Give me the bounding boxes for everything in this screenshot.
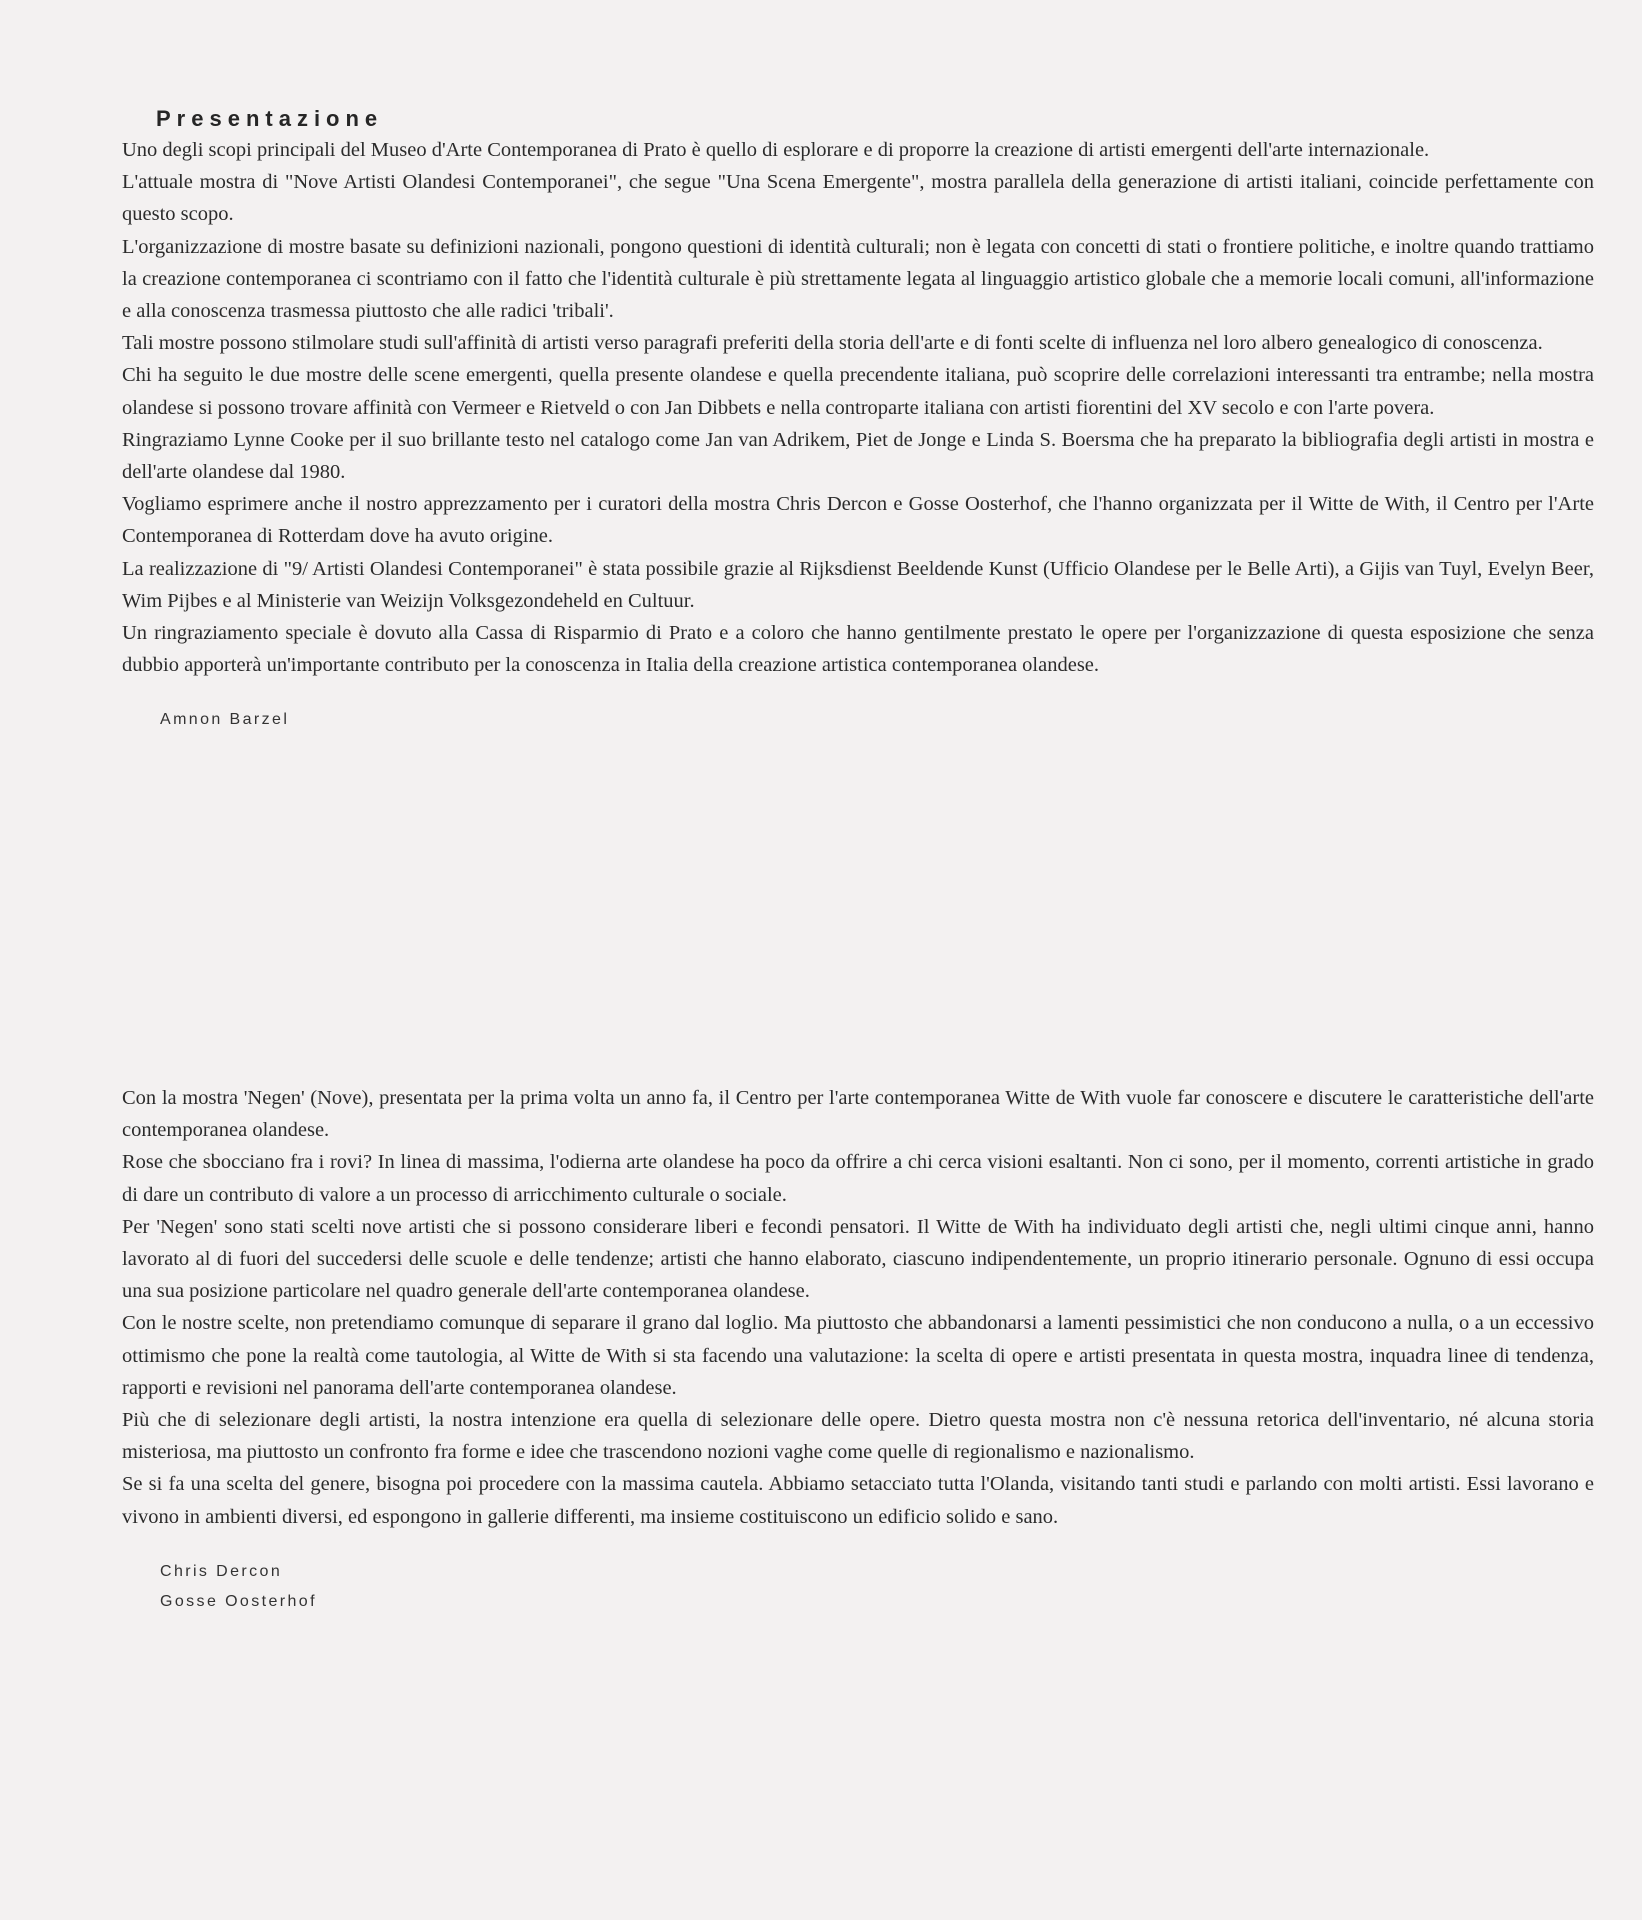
paragraph: L'attuale mostra di "Nove Artisti Olandesi Contemporanei", che segue "Una Scena Emergente", mostra parallela della generazione di artisti italiani, coincide perfettamente con questo scopo. [122,171,1594,226]
paragraph: Con le nostre scelte, non pretendiamo comunque di separare il grano dal loglio. Ma piuttosto che abbandonarsi a lamenti pessimistici che non conducono a nulla, o a un eccessivo ottimismo che pone la realtà come tautologia, al Witte de With si sta facendo una valutazione: la scelta di opere e artisti presentata in questa mostra, inquadra linee di tendenza, rapporti e revisioni nel panorama dell'arte contemporanea olandese. [122,1312,1594,1399]
paragraph: Uno degli scopi principali del Museo d'Arte Contemporanea di Prato è quello di esplorare e di proporre la creazione di artisti emergenti dell'arte internazionale. [122,139,1430,161]
paragraph: Chi ha seguito le due mostre delle scene emergenti, quella presente olandese e quella precendente italiana, può scoprire delle correlazioni interessanti tra entrambe; nella mostra olandese si possono trovare affinità con Vermeer e Rietveld o con Jan Dibbets e nella controparte italiana con artisti fiorentini del XV secolo e con l'arte povera. [122,364,1594,419]
author-signature: Amnon Barzel [160,711,290,729]
paragraph: L'organizzazione di mostre basate su definizioni nazionali, pongono questioni di identità culturali; non è legata con concetti di stati o frontiere politiche, e inoltre quando trattiamo la creazione contemporanea ci scontriamo con il fatto che l'identità culturale è più strettamente legata al linguaggio artistico globale che a memorie locali comuni, all'informazione e alla conoscenza trasmessa piuttosto che alle radici 'tribali'. [122,235,1594,323]
paragraph: Vogliamo esprimere anche il nostro apprezzamento per i curatori della mostra Chris Dercon e Gosse Oosterhof, che l'hanno organizzata per il Witte de With, il Centro per l'Arte Contemporanea di Rotterdam dove ha avuto origine. [122,493,1594,548]
paragraph: Con la mostra 'Negen' (Nove), presentata per la prima volta un anno fa, il Centro per l'arte contemporanea Witte de With vuole far conoscere e discutere le caratteristiche dell'arte contemporanea olandese. [122,1087,1594,1142]
curators-section [122,1082,1594,1617]
paragraph: La realizzazione di "9/ Artisti Olandesi Contemporanei" è stata possibile grazie al Rijksdienst Beeldende Kunst (Ufficio Olandese per le Belle Arti), a Gijis van Tuyl, Evelyn Beer, Wim Pijbes e al Ministerie van Weizijn Volksgezondeheld en Cultuur. [122,557,1594,612]
paragraph: Più che di selezionare degli artisti, la nostra intenzione era quella di selezionare delle opere. Dietro questa mostra non c'è nessuna retorica dell'inventario, né alcuna storia misteriosa, ma piuttosto un confronto fra forme e idee che trascendono nozioni vaghe come quelle di regionalismo e nazionalismo. [122,1409,1594,1464]
paragraph: Se si fa una scelta del genere, bisogna poi procedere con la massima cautela. Abbiamo setacciato tutta l'Olanda, visitando tanti studi e parlando con molti artisti. Essi lavorano e vivono in ambienti diversi, ed espongono in gallerie differenti, ma insieme costituiscono un edificio solido e sano. [122,1473,1594,1528]
section-heading: Presentazione [156,106,384,131]
author-signature: Chris Dercon [160,1562,283,1580]
presentation-section [122,104,1594,735]
author-signature: Gosse Oosterhof [160,1592,317,1610]
paragraph: Per 'Negen' sono stati scelti nove artisti che si possono considerare liberi e fecondi pensatori. Il Witte de With ha individuato degli artisti che, negli ultimi cinque anni, hanno lavorato al di fuori del succedersi delle scuole e delle tendenze; artisti che hanno elaborato, ciascuno indipendentemente, un proprio itinerario personale. Ognuno di essi occupa una sua posizione particolare nel quadro generale dell'arte contemporanea olandese. [122,1215,1594,1303]
paragraph: Ringraziamo Lynne Cooke per il suo brillante testo nel catalogo come Jan van Adrikem, Piet de Jonge e Linda S. Boersma che ha preparato la bibliografia degli artisti in mostra e dell'arte olandese dal 1980. [122,428,1594,484]
paragraph: Tali mostre possono stilmolare studi sull'affinità di artisti verso paragrafi preferiti della storia dell'arte e di fonti scelte di influenza nel loro albero genealogico di conoscenza. [122,332,1543,355]
paragraph: Un ringraziamento speciale è dovuto alla Cassa di Risparmio di Prato e a coloro che hanno gentilmente prestato le opere per l'organizzazione di questa esposizione che senza dubbio apporterà un'importante contributo per la conoscenza in Italia della creazione artistica contemporanea olandese. [122,622,1594,677]
paragraph: Rose che sbocciano fra i rovi? In linea di massima, l'odierna arte olandese ha poco da offrire a chi cerca visioni esaltanti. Non ci sono, per il momento, correnti artistiche in grado di dare un contributo di valore a un processo di arricchimento culturale o sociale. [122,1151,1594,1206]
